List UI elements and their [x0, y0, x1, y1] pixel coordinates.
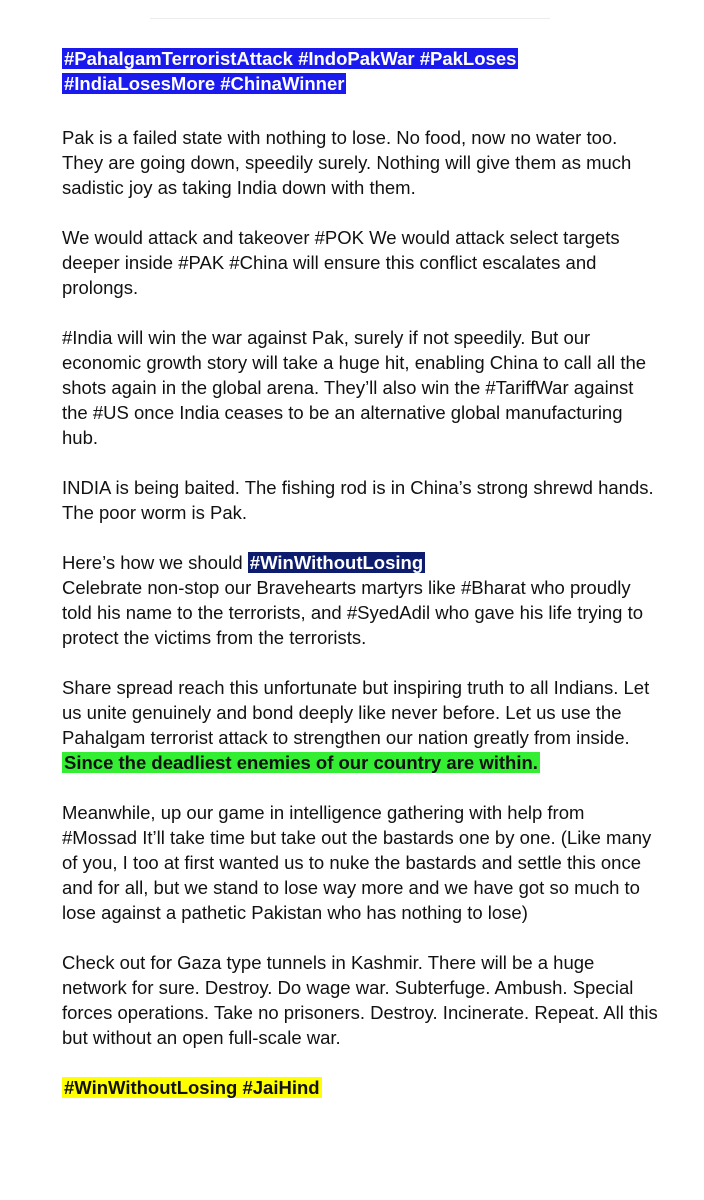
- share-text: Share spread reach this unfortunate but inspiring truth to all Indians. Let us unite genuinely and bond deeply like never before. Let us use the Pahalgam terrorist attack to strengthen our nation greatly from inside.: [62, 677, 650, 748]
- footer-hashtags-text: #WinWithoutLosing #JaiHind: [64, 1077, 320, 1098]
- paragraph-india-baited: INDIA is being baited. The fishing rod is in China’s strong shrewd hands. The poor worm is Pak.: [62, 477, 654, 523]
- enemies-within-highlight: Since the deadliest enemies of our country are within.: [64, 752, 538, 773]
- header-hashtags-line1: #PahalgamTerroristAttack #IndoPakWar #PakLoses: [64, 48, 517, 69]
- paragraph-gaza-tunnels: Check out for Gaza type tunnels in Kashmir. There will be a huge network for sure. Destroy. Do wage war. Subterfuge. Ambush. Special forces operations. Take no prisoners. Destroy. Incinerate. Repeat. All this but without an open full-scale war.: [62, 952, 658, 1048]
- paragraph-attack-pok: We would attack and takeover #POK We would attack select targets deeper inside #PAK #China will ensure this conflict escalates and prolongs.: [62, 227, 620, 298]
- paragraph-intelligence: Meanwhile, up our game in intelligence gathering with help from #Mossad It’ll take time but take out the bastards one by one. (Like many of you, I too at first wanted us to nuke the bastards and settle this once and for all, but we stand to lose way more and we have got so much to lose against a pathetic Pakistan who has nothing to lose): [62, 802, 652, 923]
- paragraph-india-win-war: #India will win the war against Pak, surely if not speedily. But our economic growth story will take a huge hit, enabling China to call all the shots again in the global arena. They’ll also win the #TariffWar against the #US once India ceases to be an alternative global manufacturing hub.: [62, 327, 647, 448]
- footer-hashtags: [62, 1075, 662, 1100]
- header-hashtags-line2: #IndiaLosesMore #ChinaWinner: [64, 73, 345, 94]
- how-body-text: Celebrate non-stop our Bravehearts martyrs like #Bharat who proudly told his name to the terrorists, and #SyedAdil who gave his life trying to protect the victims from the terrorists.: [62, 577, 643, 648]
- paragraph-failed-state: Pak is a failed state with nothing to lose. No food, now no water too. They are going down, speedily surely. Nothing will give them as much sadistic joy as taking India down with them.: [62, 127, 632, 198]
- paragraph-share-spread: [62, 675, 662, 775]
- win-without-losing-tag: #WinWithoutLosing: [249, 552, 424, 573]
- how-lead-text: Here’s how we should: [62, 552, 248, 573]
- header-hashtags: [62, 46, 662, 96]
- paragraph-how-to-win: [62, 550, 662, 650]
- top-divider: [150, 18, 550, 19]
- document-body: [62, 46, 662, 1125]
